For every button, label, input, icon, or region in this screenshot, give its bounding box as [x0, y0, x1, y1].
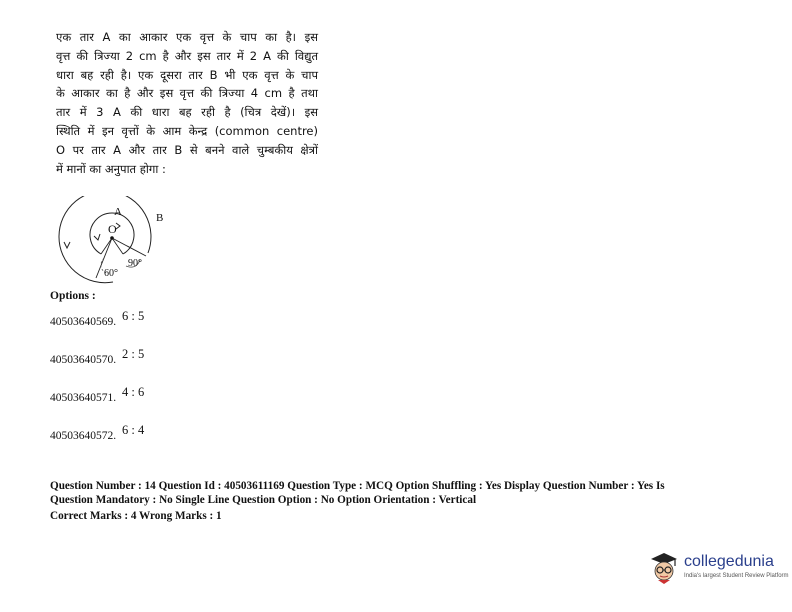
option-value: 2 : 5: [122, 347, 145, 361]
question-line: धारा बह रही है। एक दूसरा तार B भी एक वृत्त के चाप: [56, 67, 318, 82]
question-line: स्थिति में इन वृत्तों के आम केन्द्र (common centre): [56, 123, 318, 138]
meta-line: Correct Marks : 4 Wrong Marks : 1: [50, 510, 222, 523]
question-line: तार में 3 A की धारा बह रही है (चित्र देखें)। इस: [56, 105, 318, 120]
question-line: वृत्त की त्रिज्या 2 cm है और इस तार में 2 A की विद्युत: [56, 48, 318, 63]
option-id: 40503640569.: [50, 316, 117, 328]
option-id: 40503640570.: [50, 354, 117, 366]
collegedunia-logo: [644, 548, 792, 588]
option-id: 40503640571.: [50, 392, 117, 404]
option-item[interactable]: [50, 423, 145, 443]
option-value: 4 : 6: [122, 385, 145, 399]
option-item[interactable]: [50, 385, 145, 405]
arrow-icon: [94, 234, 100, 240]
meta-line: Question Mandatory : No Single Line Question Option : No Option Orientation : Vertical: [50, 493, 477, 506]
label-o: O: [108, 222, 117, 236]
radius-line: [112, 238, 123, 254]
radius-line: [112, 238, 146, 256]
option-item[interactable]: [50, 309, 145, 329]
question-line: एक तार A का आकार एक वृत्त के चाप का है। इस: [56, 30, 318, 44]
logo-tagline: India's largest Student Review Platform: [684, 573, 789, 579]
angle-label-60: 60°: [104, 268, 118, 279]
angle-label-90: 90°: [128, 258, 142, 269]
logo-brand-text: collegedunia: [684, 553, 774, 570]
question-line: में मानों का अनुपात होगा :: [56, 161, 166, 176]
question-line: के आकार का है और इस वृत्त की त्रिज्या 4 cm है तथा: [56, 86, 318, 101]
label-b: B: [156, 212, 164, 224]
option-item[interactable]: [50, 347, 145, 367]
question-meta: [50, 480, 740, 524]
question-text: [56, 28, 318, 178]
option-value: 6 : 5: [122, 309, 145, 323]
arc-wires-figure: [56, 196, 166, 286]
label-a: A: [114, 206, 122, 218]
arrow-icon: [64, 242, 70, 248]
options-heading: Options :: [50, 290, 96, 302]
student-mascot-icon: [646, 550, 682, 586]
option-value: 6 : 4: [122, 423, 145, 437]
meta-line: Question Number : 14 Question Id : 40503611169 Question Type : MCQ Option Shuffling : Yes Display Question Number : Yes Is: [50, 480, 665, 492]
option-id: 40503640572.: [50, 430, 117, 442]
question-line: O पर तार A और तार B से बनने वाले चुम्बकीय क्षेत्रों: [56, 142, 318, 157]
